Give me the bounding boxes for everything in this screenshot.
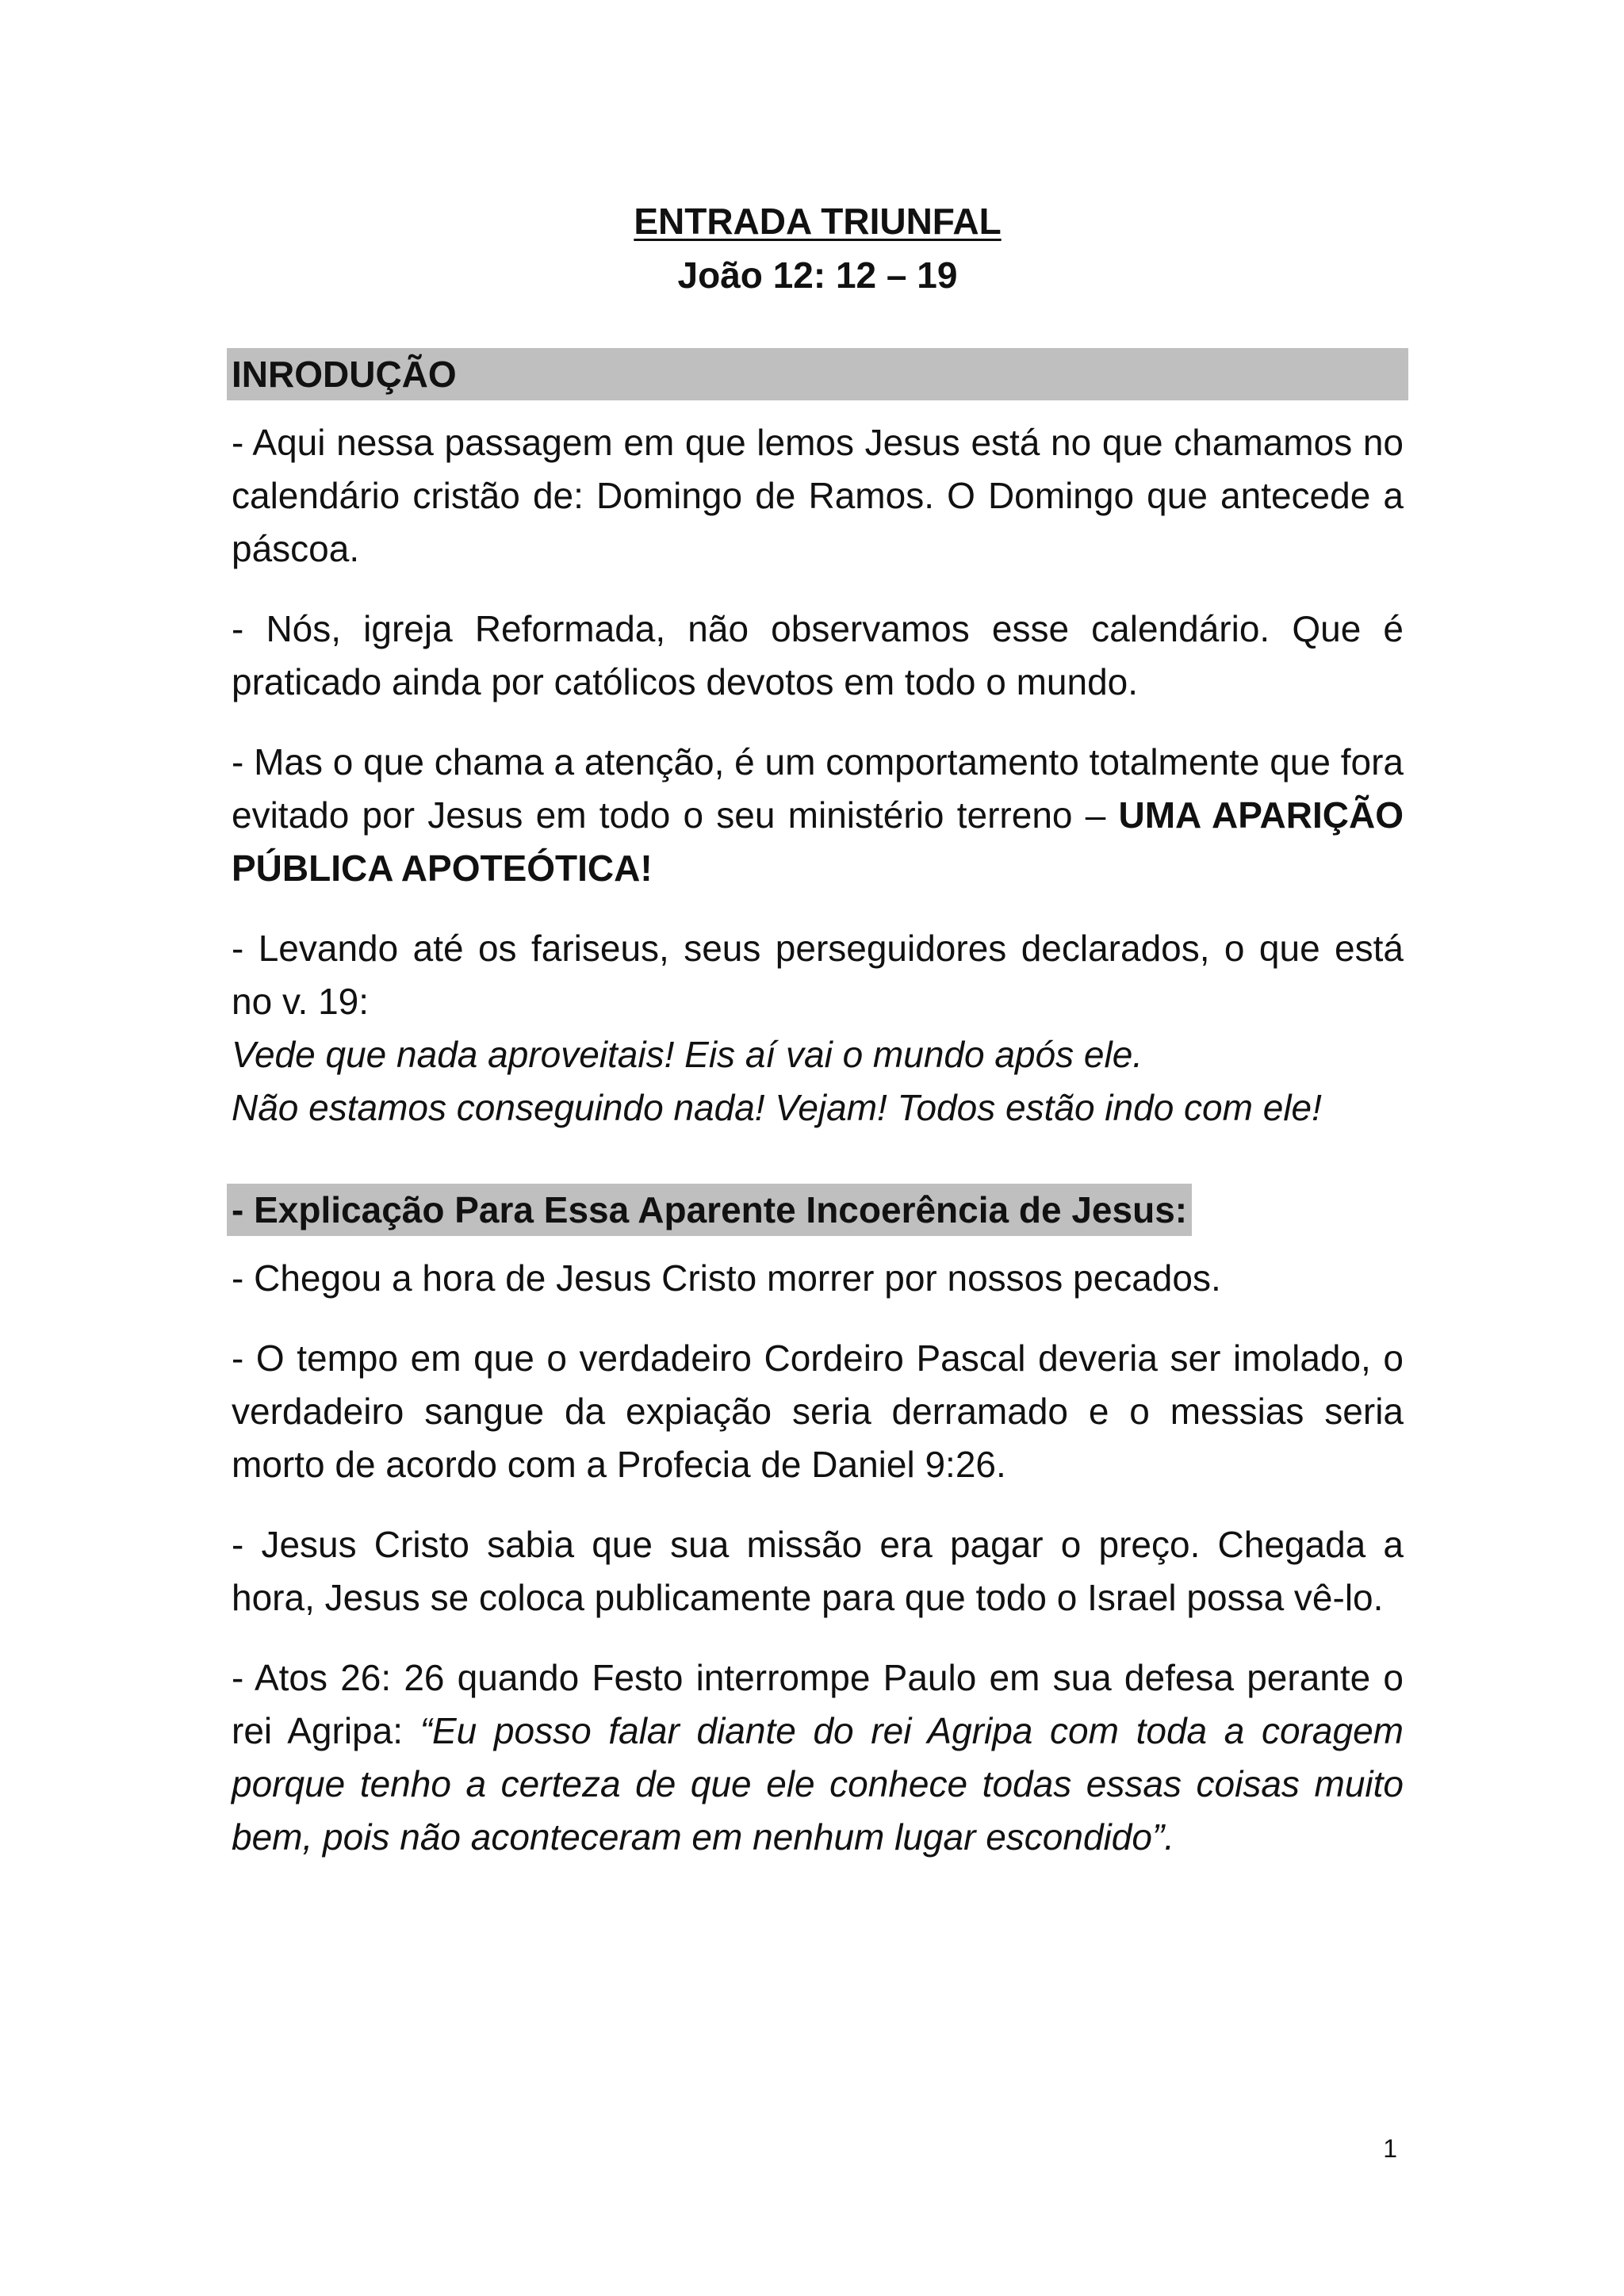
paragraph-intro-3-bold: UMA APARIÇÃO PÚBLICA APOTEÓTICA! <box>232 794 1404 889</box>
page-content <box>232 194 1404 1891</box>
title-block <box>232 194 1404 302</box>
paragraph-explicacao-1: - Chegou a hora de Jesus Cristo morrer por nossos pecados. <box>232 1257 1221 1299</box>
document-title <box>232 194 1404 248</box>
paragraph-intro-1: - Aqui nessa passagem em que lemos Jesus está no que chamamos no calendário cristão de: Domingo de Ramos. O Domingo que antecede a páscoa. <box>232 422 1404 569</box>
paragraph-intro-4 <box>232 922 1404 1135</box>
document-subtitle: João 12: 12 – 19 <box>677 254 958 296</box>
paragraph-explicacao-4 <box>232 1651 1404 1864</box>
page-number: 1 <box>1383 2134 1397 2163</box>
section-heading-explicacao: - Explicação Para Essa Aparente Incoerência de Jesus: <box>227 1184 1192 1236</box>
document-title-text: ENTRADA TRIUNFAL <box>634 201 1002 242</box>
paragraph-explicacao-4-text: - Atos 26: 26 quando Festo interrompe Paulo em sua defesa perante o rei Agripa: <box>232 1657 1404 1751</box>
quote-line-1: Vede que nada aproveitais! Eis aí vai o mundo após ele. <box>232 1034 1143 1075</box>
paragraph-intro-4-text: - Levando até os fariseus, seus perseguidores declarados, o que está no v. 19: <box>232 928 1404 1022</box>
paragraph-intro-3 <box>232 736 1404 895</box>
section-heading-introducao: INRODUÇÃO <box>227 348 1408 400</box>
paragraph-intro-3-text: - Mas o que chama a atenção, é um comportamento totalmente que fora evitado por Jesus em todo o seu ministério terreno – <box>232 741 1404 836</box>
paragraph-explicacao-3: - Jesus Cristo sabia que sua missão era pagar o preço. Chegada a hora, Jesus se coloca publicamente para que todo o Israel possa vê-lo. <box>232 1524 1404 1618</box>
paragraph-explicacao-2: - O tempo em que o verdadeiro Cordeiro Pascal deveria ser imolado, o verdadeiro sangue da expiação seria derramado e o messias seria morto de acordo com a Profecia de Daniel 9:26. <box>232 1337 1404 1485</box>
paragraph-explicacao-4-quote: “Eu posso falar diante do rei Agripa com toda a coragem porque tenho a certeza de que ele conhece todas essas coisas muito bem, pois não aconteceram em nenhum lugar escondido”. <box>232 1710 1404 1858</box>
paragraph-intro-2: - Nós, igreja Reformada, não observamos esse calendário. Que é praticado ainda por católicos devotos em todo o mundo. <box>232 608 1404 702</box>
quote-line-2: Não estamos conseguindo nada! Vejam! Todos estão indo com ele! <box>232 1087 1322 1128</box>
